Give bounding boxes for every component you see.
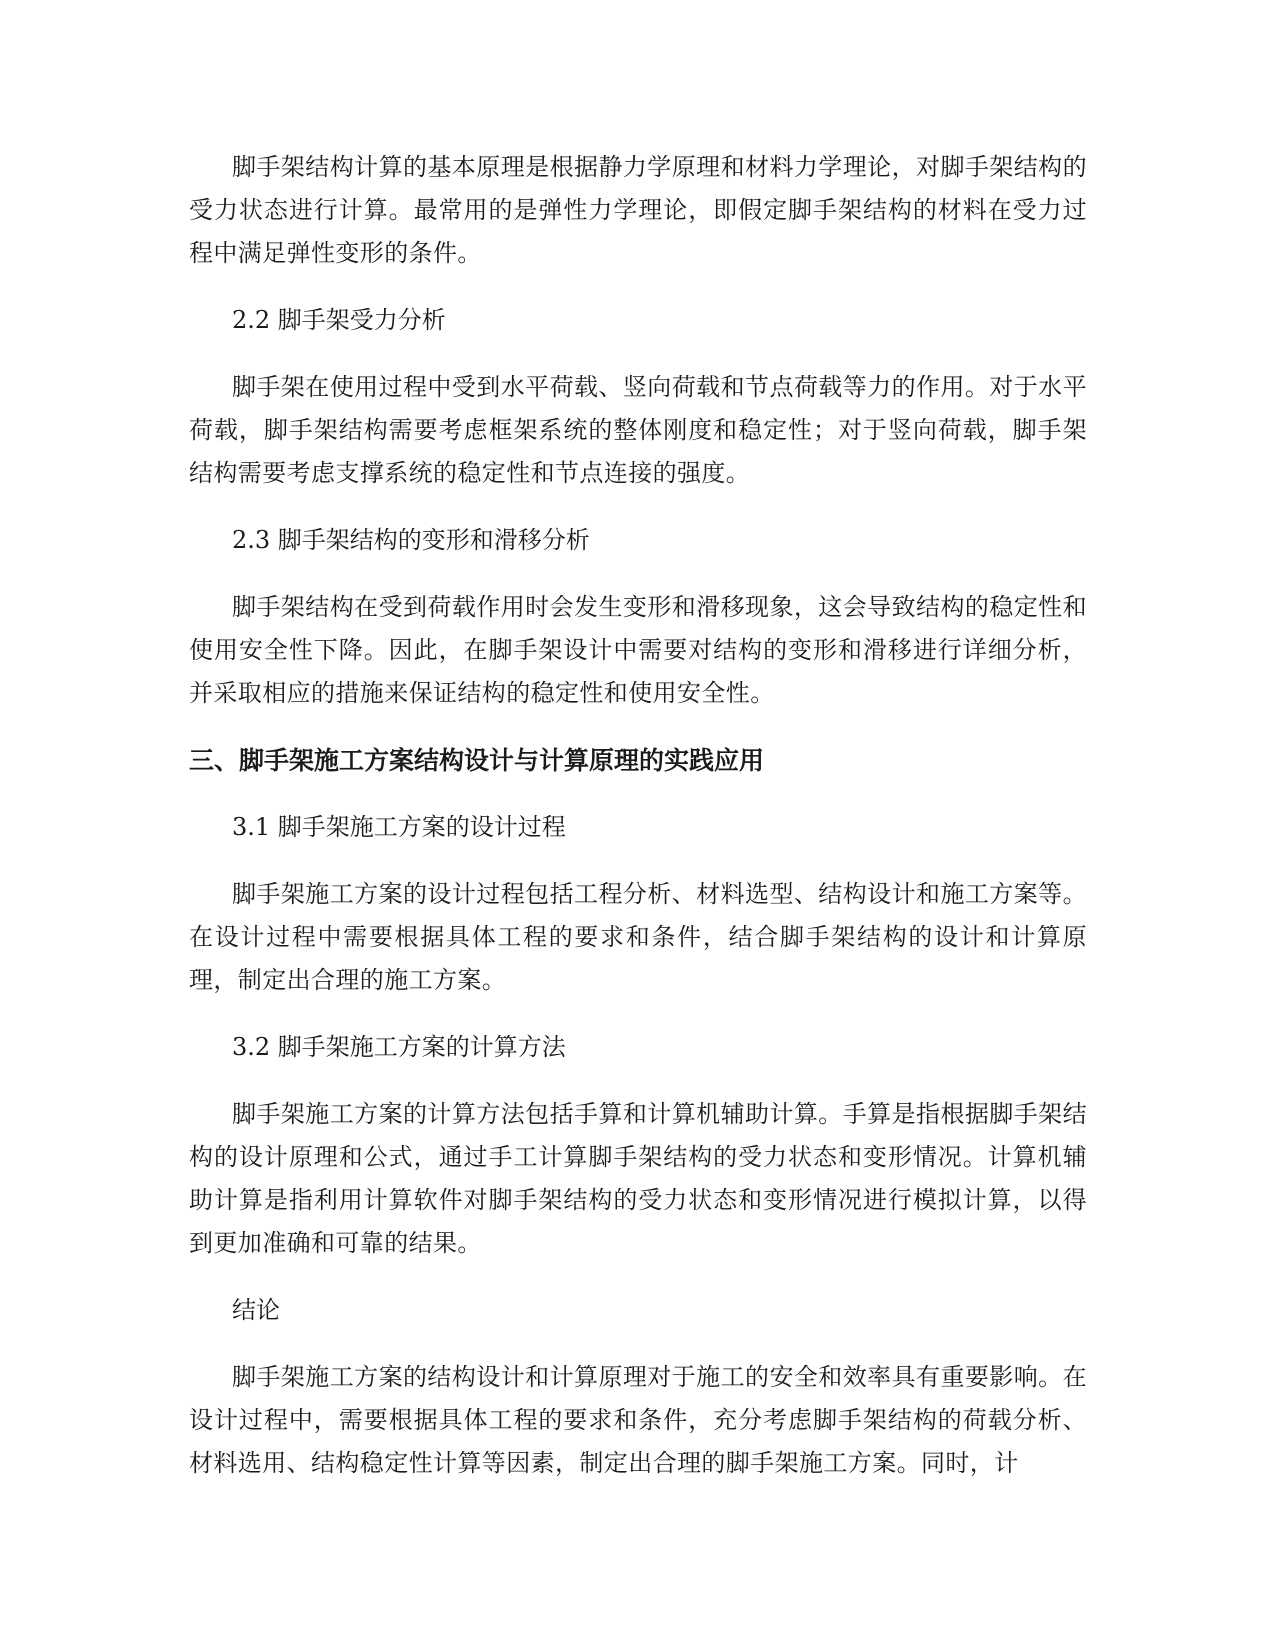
subheading-2-2: 2.2 脚手架受力分析	[232, 306, 446, 334]
paragraph-calc-principle: 脚手架结构计算的基本原理是根据静力学原理和材料力学理论，对脚手架结构的受力状态进行计算。最常用的是弹性力学理论，即假定脚手架结构的材料在受力过程中满足弹性变形的条件。	[189, 153, 1087, 267]
section-heading-3: 三、脚手架施工方案结构设计与计算原理的实践应用	[189, 746, 765, 775]
paragraph-conclusion: 脚手架施工方案的结构设计和计算原理对于施工的安全和效率具有重要影响。在设计过程中，需要根据具体工程的要求和条件，充分考虑脚手架结构的荷载分析、材料选用、结构稳定性计算等因素，制定出合理的脚手架施工方案。同时，计	[189, 1363, 1087, 1477]
paragraph-load-analysis: 脚手架在使用过程中受到水平荷载、竖向荷载和节点荷载等力的作用。对于水平荷载，脚手架结构需要考虑框架系统的整体刚度和稳定性；对于竖向荷载，脚手架结构需要考虑支撑系统的稳定性和节点连接的强度。	[189, 373, 1087, 487]
subheading-2-3: 2.3 脚手架结构的变形和滑移分析	[232, 526, 590, 554]
subheading-3-2: 3.2 脚手架施工方案的计算方法	[232, 1033, 566, 1061]
paragraph-deformation: 脚手架结构在受到荷载作用时会发生变形和滑移现象，这会导致结构的稳定性和使用安全性下降。因此，在脚手架设计中需要对结构的变形和滑移进行详细分析，并采取相应的措施来保证结构的稳定性和使用安全性。	[189, 593, 1087, 707]
subheading-3-1: 3.1 脚手架施工方案的设计过程	[232, 813, 566, 841]
paragraph-calc-method: 脚手架施工方案的计算方法包括手算和计算机辅助计算。手算是指根据脚手架结构的设计原理和公式，通过手工计算脚手架结构的受力状态和变形情况。计算机辅助计算是指利用计算软件对脚手架结构的受力状态和变形情况进行模拟计算，以得到更加准确和可靠的结果。	[189, 1100, 1087, 1257]
document-body	[189, 146, 1087, 1509]
conclusion-heading: 结论	[232, 1296, 280, 1324]
paragraph-design-process: 脚手架施工方案的设计过程包括工程分析、材料选型、结构设计和施工方案等。在设计过程中需要根据具体工程的要求和条件，结合脚手架结构的设计和计算原理，制定出合理的施工方案。	[189, 880, 1087, 994]
